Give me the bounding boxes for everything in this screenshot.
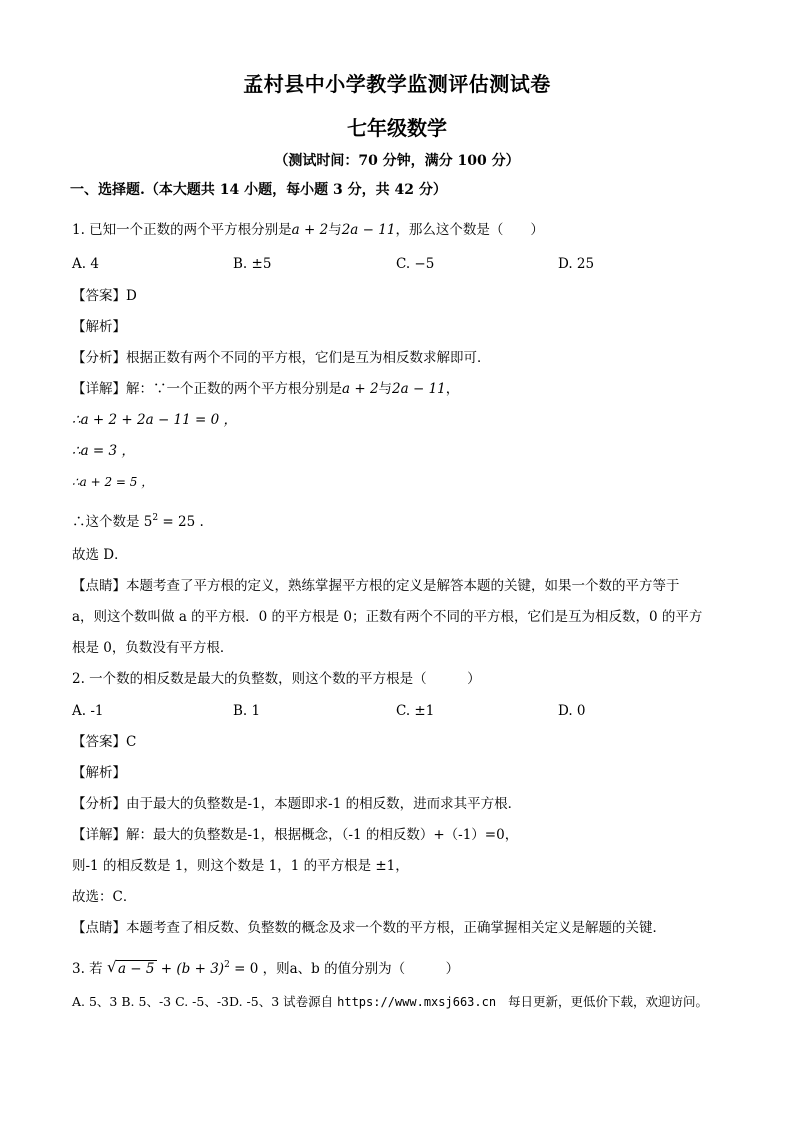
q2-comment: 【点睛】本题考查了相反数、负整数的概念及求一个数的平方根，正确掌握相关定义是解题的关键．: [72, 920, 666, 936]
q1-step4: [72, 508, 204, 532]
q3-stem-mid: + (b + 3): [156, 961, 225, 977]
q1-step1: ∴a + 2 + 2a − 11 = 0 ，: [72, 412, 237, 428]
q3-stem-a: 3. 若: [72, 961, 107, 977]
q1-comment-1: 【点睛】本题考查了平方根的定义，熟练掌握平方根的定义是解答本题的关键，如果一个数的平方等于: [72, 578, 680, 594]
q1-expr-b: 2a − 11: [341, 222, 396, 238]
q1-step3: ∴a + 2 = 5 ，: [72, 475, 154, 489]
source-url-link[interactable]: https://www.mxsj663.cn: [337, 995, 497, 1009]
q1-step4-b: = 25 .: [158, 514, 204, 530]
q1-analysis-label: 【解析】: [72, 319, 126, 335]
q3-stem-b: = 0 ，则a、b 的值分别为（ ）: [229, 961, 460, 977]
q1-choice: 故选 D．: [72, 547, 128, 563]
q3-radicand: a − 5: [117, 961, 155, 977]
exam-title: 孟村县中小学教学监测评估测试卷: [243, 72, 551, 96]
q1-option-c: C. −5: [396, 256, 435, 272]
q1-comment-3: 根是 0，负数没有平方根．: [72, 640, 234, 656]
q1-option-a: A. 4: [72, 256, 99, 272]
q3-stem: [72, 955, 459, 979]
q2-answer: 【答案】C: [72, 734, 137, 750]
q2-option-c: C. ±1: [396, 703, 435, 719]
q2-analysis-label: 【解析】: [72, 765, 126, 781]
q2-option-d: D. 0: [558, 703, 586, 719]
q1-expr-a: a + 2: [291, 222, 329, 238]
q3-options-footer: [72, 992, 708, 1012]
q1-detail-expr-b: 2a − 11: [392, 381, 446, 397]
q1-comment-2: a，则这个数叫做 a 的平方根．0 的平方根是 0；正数有两个不同的平方根，它们是互为相反数，0 的平方: [72, 609, 703, 625]
q2-choice: 故选：C．: [72, 889, 137, 905]
q1-stem-c: ，那么这个数是（ ）: [395, 222, 544, 238]
q3-options: A. 5、3 B. 5、-3 C. -5、-3D. -5、3 试卷源自: [72, 994, 334, 1009]
q2-fenxi: 【分析】由于最大的负整数是-1，本题即求-1 的相反数，进而求其平方根．: [72, 796, 522, 812]
q1-step4-a: ∴这个数是 5: [72, 514, 153, 530]
q1-detail-c: ，: [445, 381, 460, 397]
source-tail: 每日更新，更低价下载，欢迎访问。: [508, 994, 709, 1009]
exam-info: （测试时间：70 分钟，满分 100 分）: [274, 153, 520, 169]
q2-detail-2: 则-1 的相反数是 1，则这个数是 1，1 的平方根是 ±1，: [72, 858, 409, 874]
q2-stem: 2. 一个数的相反数是最大的负整数，则这个数的平方根是（ ）: [72, 671, 481, 687]
q1-detail-expr-a: a + 2: [342, 381, 379, 397]
q1-step2: ∴a = 3 ，: [72, 443, 135, 459]
q1-step4-exponent: 2: [152, 513, 159, 523]
sqrt-symbol-icon: √: [106, 958, 117, 976]
q1-stem-b: 与: [328, 222, 342, 238]
q3-exponent: 2: [224, 960, 230, 970]
q3-sqrt: [107, 959, 157, 979]
q2-option-b: B. 1: [233, 703, 261, 719]
q1-detail-b: 与: [378, 381, 393, 397]
q1-answer: 【答案】D: [72, 288, 137, 304]
q2-option-a: A. -1: [72, 703, 104, 719]
q1-option-b: B. ±5: [233, 256, 272, 272]
exam-subtitle: 七年级数学: [347, 116, 447, 140]
q2-detail: 【详解】解：最大的负整数是-1，根据概念，（-1 的相反数）+（-1）=0，: [72, 827, 519, 843]
q1-option-d: D. 25: [558, 256, 595, 272]
q1-detail: [72, 379, 459, 399]
q1-stem-a: 1. 已知一个正数的两个平方根分别是: [72, 222, 292, 238]
q1-fenxi: 【分析】根据正数有两个不同的平方根，它们是互为相反数求解即可．: [72, 350, 491, 366]
q1-detail-a: 【详解】解：∵一个正数的两个平方根分别是: [72, 381, 342, 397]
section-heading: 一、选择题.（本大题共 14 小题，每小题 3 分，共 42 分）: [70, 182, 447, 198]
q1-stem: [72, 220, 544, 240]
